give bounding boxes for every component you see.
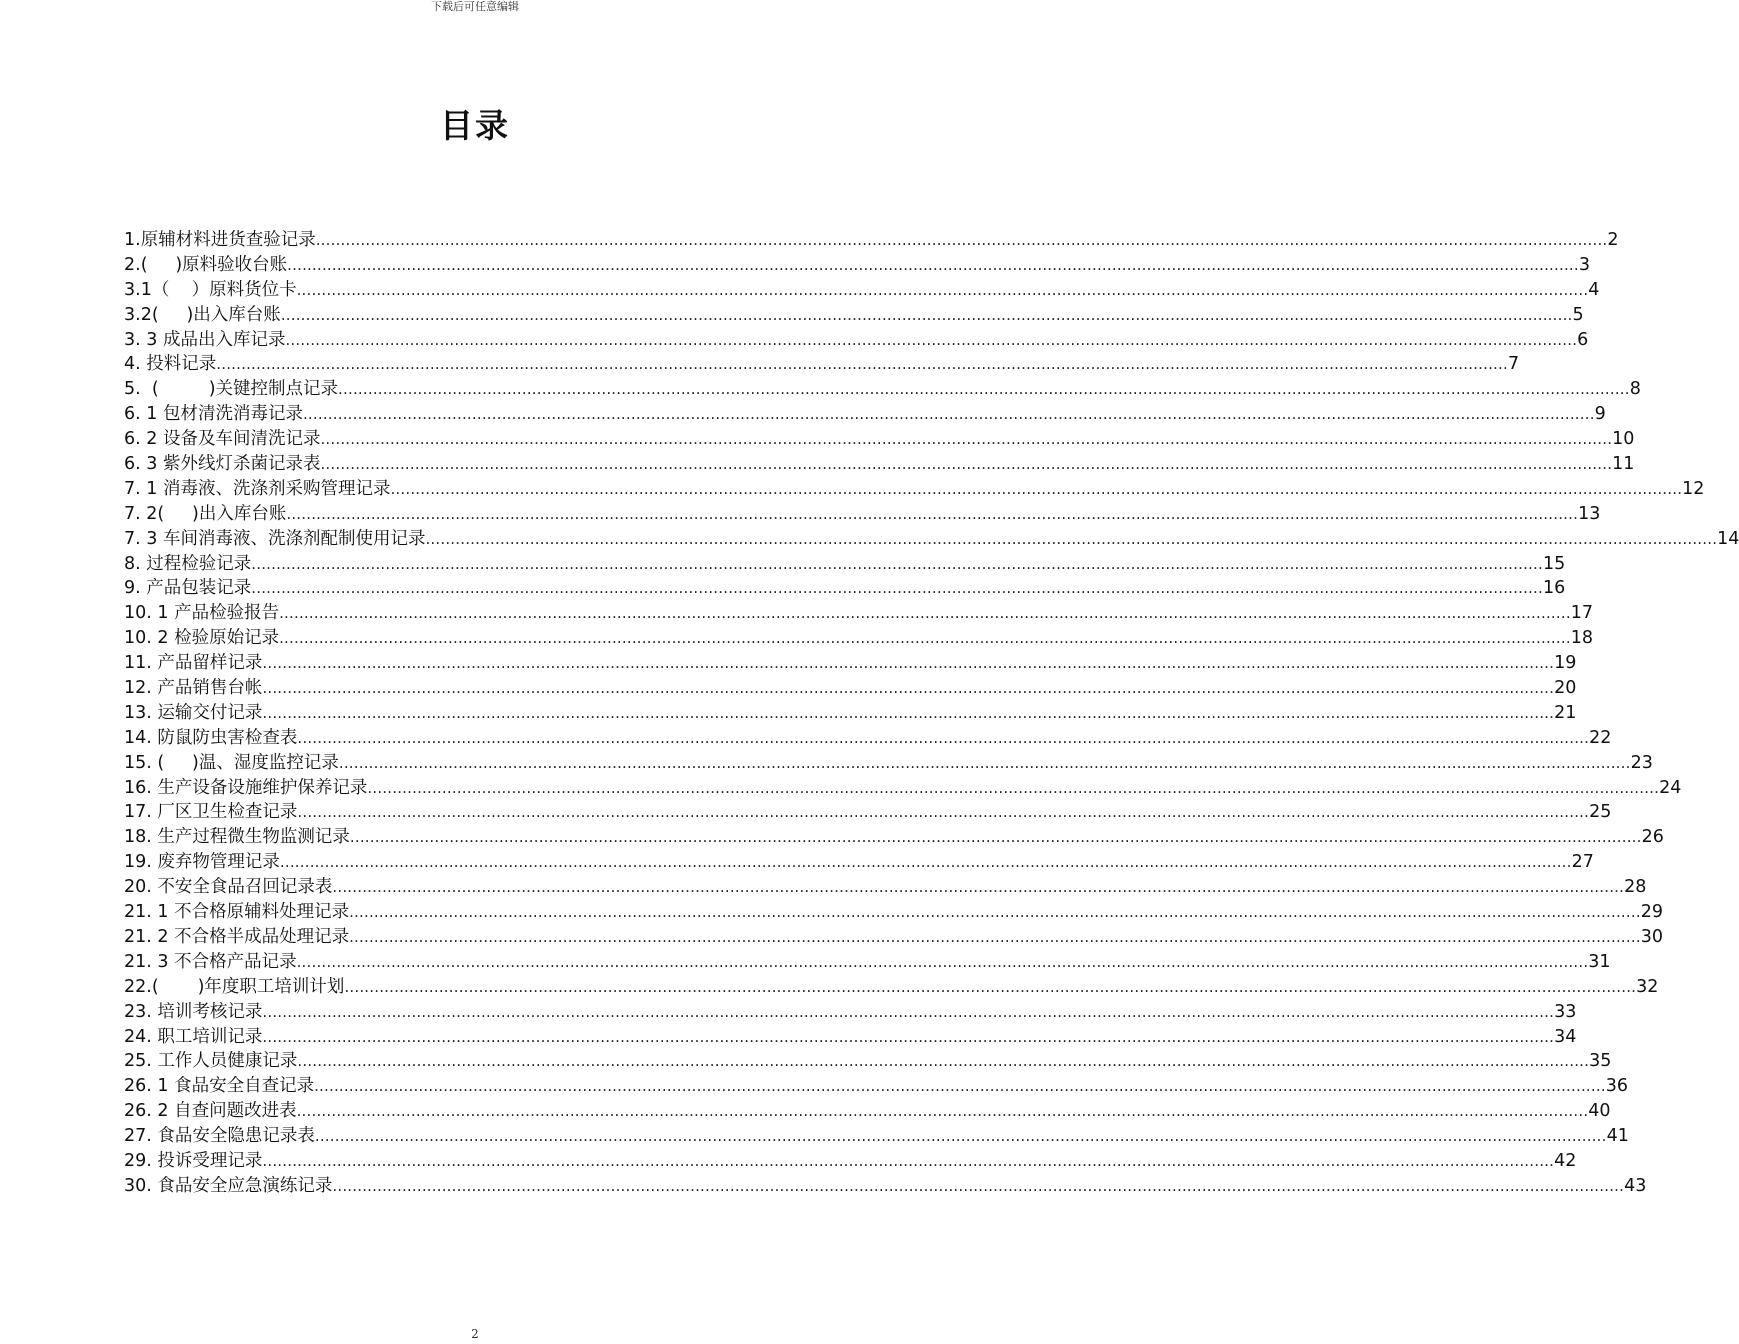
toc-entry-page-number: 7: [1507, 354, 1520, 375]
toc-entry-page-number: 31: [1588, 951, 1611, 972]
toc-entry[interactable]: [124, 1000, 1577, 1025]
page-number: 2: [471, 1327, 479, 1341]
toc-entry-label: 26. 2 自查问题改进表: [124, 1101, 297, 1122]
toc-entry-page-number: 17: [1570, 603, 1594, 624]
toc-entry[interactable]: [124, 228, 1619, 253]
toc-dot-leader: ....................................................................................................................................................................................................................................................................: [349, 903, 1641, 922]
toc-entry-page-number: 12: [1682, 478, 1705, 499]
toc-entry-label: 11. 产品留样记录: [124, 653, 263, 674]
toc-entry[interactable]: [124, 950, 1611, 975]
toc-entry-label: 8. 过程检验记录: [124, 553, 252, 574]
toc-entry[interactable]: [124, 751, 1653, 776]
toc-dot-leader: ....................................................................................................................................................................................................................................................................: [297, 728, 1590, 747]
toc-entry-page-number: 19: [1554, 653, 1577, 674]
toc-entry[interactable]: [124, 850, 1594, 875]
toc-entry[interactable]: [124, 527, 1739, 552]
toc-entry-label: 6. 3 紫外线灯杀菌记录表: [124, 454, 321, 475]
toc-entry[interactable]: [124, 651, 1577, 676]
toc-dot-leader: ....................................................................................................................................................................................................................................................................: [262, 703, 1555, 722]
toc-entry[interactable]: [124, 377, 1641, 402]
toc-entry-label: 2.( )原料验收台账: [124, 254, 288, 275]
toc-entry-label: 21. 2 不合格半成品处理记录: [124, 926, 350, 947]
toc-entry-page-number: 30: [1640, 926, 1664, 947]
toc-entry-label: 20. 不安全食品召回记录表: [124, 877, 333, 898]
toc-dot-leader: ....................................................................................................................................................................................................................................................................: [296, 952, 1589, 971]
toc-entry-page-number: 22: [1589, 727, 1612, 748]
toc-dot-leader: ....................................................................................................................................................................................................................................................................: [279, 629, 1571, 648]
toc-dot-leader: ....................................................................................................................................................................................................................................................................: [349, 927, 1641, 946]
toc-dot-leader: ....................................................................................................................................................................................................................................................................: [216, 355, 1508, 374]
toc-dot-leader: ....................................................................................................................................................................................................................................................................: [279, 853, 1572, 872]
toc-entry-label: 9. 产品包装记录: [124, 578, 252, 599]
toc-entry-page-number: 8: [1629, 379, 1641, 400]
toc-entry[interactable]: [124, 875, 1647, 900]
toc-entry-page-number: 15: [1542, 553, 1566, 574]
toc-entry-label: 12. 产品销售台帐: [124, 678, 263, 699]
toc-entry[interactable]: [124, 975, 1659, 1000]
toc-entry-page-number: 4: [1588, 279, 1600, 300]
toc-entry[interactable]: [124, 726, 1612, 751]
toc-entry[interactable]: [124, 576, 1566, 601]
table-of-contents: [124, 228, 1739, 1199]
toc-dot-leader: ....................................................................................................................................................................................................................................................................: [344, 977, 1637, 996]
toc-dot-leader: ....................................................................................................................................................................................................................................................................: [332, 878, 1625, 897]
toc-dot-leader: ....................................................................................................................................................................................................................................................................: [262, 654, 1555, 673]
toc-entry-label: 6. 2 设备及车间清洗记录: [124, 429, 321, 450]
toc-entry-page-number: 21: [1554, 702, 1577, 723]
toc-entry[interactable]: [124, 253, 1591, 278]
toc-entry[interactable]: [124, 1025, 1577, 1050]
toc-entry[interactable]: [124, 626, 1594, 651]
toc-entry-label: 7. 1 消毒液、洗涤剂采购管理记录: [124, 478, 391, 499]
toc-entry-page-number: 16: [1542, 578, 1566, 599]
toc-entry[interactable]: [124, 676, 1577, 701]
toc-entry[interactable]: [124, 402, 1606, 427]
toc-entry-page-number: 34: [1554, 1026, 1577, 1047]
toc-entry-label: 1.原辅材料进货查验记录: [124, 230, 316, 250]
toc-entry-page-number: 25: [1589, 802, 1612, 823]
toc-dot-leader: ....................................................................................................................................................................................................................................................................: [296, 1102, 1589, 1121]
toc-entry[interactable]: [124, 601, 1594, 626]
toc-entry-label: 21. 3 不合格产品记录: [124, 951, 297, 972]
toc-entry[interactable]: [124, 352, 1520, 377]
toc-entry-label: 23. 培训考核记录: [124, 1001, 263, 1022]
toc-entry-page-number: 29: [1640, 902, 1664, 923]
toc-entry[interactable]: [124, 278, 1600, 303]
toc-entry-page-number: 27: [1571, 852, 1594, 873]
toc-entry-page-number: 6: [1577, 329, 1589, 350]
toc-entry[interactable]: [124, 1174, 1647, 1199]
toc-entry[interactable]: [124, 900, 1664, 925]
toc-entry-page-number: 32: [1636, 976, 1659, 997]
toc-dot-leader: ....................................................................................................................................................................................................................................................................: [302, 405, 1595, 424]
toc-dot-leader: ....................................................................................................................................................................................................................................................................: [287, 255, 1579, 274]
toc-entry[interactable]: [124, 825, 1664, 850]
toc-entry-page-number: 36: [1605, 1076, 1629, 1097]
toc-dot-leader: ....................................................................................................................................................................................................................................................................: [314, 1127, 1607, 1146]
toc-dot-leader: ....................................................................................................................................................................................................................................................................: [262, 1151, 1555, 1170]
toc-entry-label: 17. 厂区卫生检查记录: [124, 802, 298, 823]
toc-entry[interactable]: [124, 427, 1635, 452]
toc-entry-page-number: 41: [1606, 1126, 1629, 1147]
toc-entry[interactable]: [124, 701, 1577, 726]
toc-entry[interactable]: [124, 477, 1705, 502]
toc-entry[interactable]: [124, 776, 1682, 801]
toc-entry-page-number: 43: [1624, 1175, 1647, 1196]
toc-entry-label: 30. 食品安全应急演练记录: [124, 1175, 333, 1196]
toc-entry-page-number: 33: [1554, 1001, 1577, 1022]
toc-entry[interactable]: [124, 502, 1601, 527]
toc-dot-leader: ....................................................................................................................................................................................................................................................................: [367, 778, 1660, 797]
toc-entry-label: 21. 1 不合格原辅料处理记录: [124, 902, 350, 923]
toc-dot-leader: ....................................................................................................................................................................................................................................................................: [320, 430, 1613, 449]
toc-entry[interactable]: [124, 328, 1589, 353]
toc-entry-label: 24. 职工培训记录: [124, 1026, 263, 1047]
toc-dot-leader: ....................................................................................................................................................................................................................................................................: [297, 1052, 1590, 1071]
toc-dot-leader: ....................................................................................................................................................................................................................................................................: [297, 803, 1590, 822]
toc-entry-page-number: 24: [1659, 777, 1682, 798]
toc-dot-leader: ....................................................................................................................................................................................................................................................................: [314, 1077, 1606, 1096]
toc-entry[interactable]: [124, 1124, 1629, 1149]
toc-dot-leader: ....................................................................................................................................................................................................................................................................: [279, 604, 1571, 623]
toc-entry-label: 4. 投料记录: [124, 354, 217, 375]
toc-dot-leader: ....................................................................................................................................................................................................................................................................: [262, 679, 1555, 698]
toc-dot-leader: ....................................................................................................................................................................................................................................................................: [251, 579, 1543, 598]
toc-dot-leader: ....................................................................................................................................................................................................................................................................: [320, 455, 1613, 474]
toc-entry-page-number: 14: [1717, 528, 1739, 549]
toc-dot-leader: ....................................................................................................................................................................................................................................................................: [425, 529, 1718, 548]
toc-entry[interactable]: [124, 1099, 1611, 1124]
toc-entry-page-number: 42: [1554, 1150, 1577, 1171]
toc-entry-page-number: 9: [1594, 404, 1606, 425]
toc-dot-leader: ....................................................................................................................................................................................................................................................................: [286, 504, 1579, 523]
toc-entry[interactable]: [124, 303, 1584, 328]
toc-entry-label: 15. ( )温、湿度监控记录: [124, 752, 339, 773]
toc-dot-leader: ....................................................................................................................................................................................................................................................................: [349, 828, 1642, 847]
toc-entry[interactable]: [124, 1149, 1577, 1174]
toc-entry[interactable]: [124, 925, 1664, 950]
toc-entry-page-number: 35: [1589, 1051, 1612, 1072]
toc-entry-label: 10. 1 产品检验报告: [124, 603, 280, 624]
toc-entry-page-number: 2: [1607, 230, 1619, 250]
toc-entry[interactable]: [124, 800, 1612, 825]
toc-entry-label: 25. 工作人员健康记录: [124, 1051, 298, 1072]
toc-dot-leader: ....................................................................................................................................................................................................................................................................: [280, 305, 1573, 324]
toc-entry-page-number: 20: [1554, 678, 1577, 699]
toc-dot-leader: ....................................................................................................................................................................................................................................................................: [251, 554, 1543, 573]
toc-entry-label: 5. ( )关键控制点记录: [124, 379, 339, 400]
toc-dot-leader: ....................................................................................................................................................................................................................................................................: [296, 280, 1589, 299]
toc-entry-page-number: 10: [1612, 429, 1635, 450]
toc-entry-label: 7. 2( )出入库台账: [124, 503, 287, 524]
toc-dot-leader: ....................................................................................................................................................................................................................................................................: [332, 1176, 1625, 1195]
toc-entry-label: 7. 3 车间消毒液、洗涤剂配制使用记录: [124, 528, 426, 549]
toc-entry-page-number: 18: [1570, 628, 1594, 649]
toc-entry-label: 19. 废弃物管理记录: [124, 852, 280, 873]
toc-entry-page-number: 40: [1588, 1101, 1611, 1122]
page-header: 下载后可任意编辑: [431, 0, 519, 13]
toc-entry-page-number: 26: [1641, 827, 1664, 848]
toc-entry-label: 3. 3 成品出入库记录: [124, 329, 286, 350]
toc-entry[interactable]: [124, 1074, 1629, 1099]
toc-entry-label: 27. 食品安全隐患记录表: [124, 1126, 315, 1147]
page-title: 目录: [440, 106, 510, 145]
toc-dot-leader: ....................................................................................................................................................................................................................................................................: [338, 753, 1631, 772]
toc-entry-label: 13. 运输交付记录: [124, 702, 263, 723]
toc-dot-leader: ....................................................................................................................................................................................................................................................................: [285, 330, 1578, 349]
toc-entry-label: 3.1（ ）原料货位卡: [124, 279, 297, 300]
toc-entry-page-number: 3: [1578, 254, 1591, 275]
toc-entry-label: 29. 投诉受理记录: [124, 1150, 263, 1171]
toc-entry-label: 16. 生产设备设施维护保养记录: [124, 777, 368, 798]
toc-entry-page-number: 23: [1630, 752, 1653, 773]
toc-entry[interactable]: [124, 1049, 1612, 1074]
toc-entry-page-number: 13: [1578, 503, 1601, 524]
toc-entry-label: 10. 2 检验原始记录: [124, 628, 280, 649]
toc-entry-page-number: 28: [1624, 877, 1647, 898]
toc-entry-label: 3.2( )出入库台账: [124, 304, 281, 325]
toc-entry-label: 26. 1 食品安全自查记录: [124, 1076, 315, 1097]
toc-entry[interactable]: [124, 552, 1566, 577]
toc-dot-leader: ....................................................................................................................................................................................................................................................................: [262, 1002, 1555, 1021]
toc-dot-leader: ....................................................................................................................................................................................................................................................................: [262, 1027, 1555, 1046]
toc-dot-leader: ....................................................................................................................................................................................................................................................................: [315, 231, 1608, 249]
toc-entry-label: 6. 1 包材清洗消毒记录: [124, 404, 303, 425]
toc-entry-label: 22.( )年度职工培训计划: [124, 976, 345, 997]
toc-entry[interactable]: [124, 452, 1635, 477]
toc-entry-page-number: 11: [1612, 454, 1635, 475]
toc-dot-leader: ....................................................................................................................................................................................................................................................................: [338, 380, 1630, 399]
toc-entry-label: 14. 防鼠防虫害检查表: [124, 727, 298, 748]
toc-entry-page-number: 5: [1572, 304, 1584, 325]
toc-entry-label: 18. 生产过程微生物监测记录: [124, 827, 350, 848]
toc-dot-leader: ....................................................................................................................................................................................................................................................................: [390, 479, 1683, 498]
